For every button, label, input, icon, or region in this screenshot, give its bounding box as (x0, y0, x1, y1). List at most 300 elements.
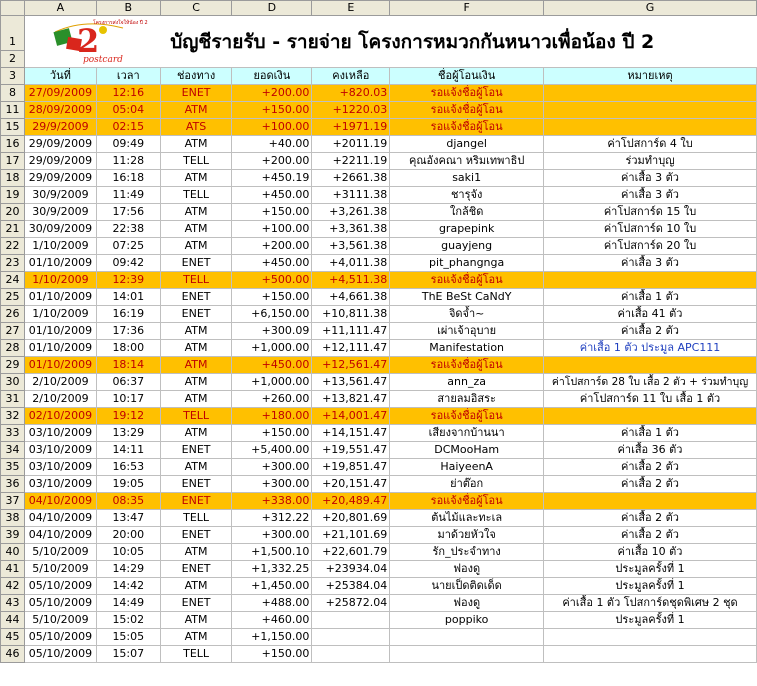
cell-amount[interactable]: +200.00 (232, 85, 312, 102)
cell-balance[interactable]: +14,001.47 (312, 408, 390, 425)
cell-time[interactable]: 15:07 (96, 646, 160, 663)
cell-amount[interactable]: +180.00 (232, 408, 312, 425)
cell-note[interactable] (544, 357, 757, 374)
row-number[interactable]: 23 (1, 255, 25, 272)
cell-date[interactable]: 03/10/2009 (24, 425, 96, 442)
cell-time[interactable]: 14:11 (96, 442, 160, 459)
cell-date[interactable]: 01/10/2009 (24, 340, 96, 357)
cell-channel[interactable]: ATM (160, 102, 232, 119)
row-number[interactable]: 36 (1, 476, 25, 493)
cell-note[interactable]: ค่าโปสการ์ด 15 ใบ (544, 204, 757, 221)
cell-balance[interactable]: +3,561.38 (312, 238, 390, 255)
cell-amount[interactable]: +300.00 (232, 476, 312, 493)
cell-amount[interactable]: +460.00 (232, 612, 312, 629)
cell-sender-name[interactable]: รอแจ้งชื่อผู้โอน (390, 357, 544, 374)
cell-note[interactable]: ค่าเสื้อ 2 ตัว (544, 510, 757, 527)
cell-amount[interactable]: +450.00 (232, 357, 312, 374)
cell-sender-name[interactable]: ใกล้ชิด (390, 204, 544, 221)
cell-sender-name[interactable] (390, 629, 544, 646)
cell-balance[interactable]: +1220.03 (312, 102, 390, 119)
table-row (1, 391, 757, 408)
row-number[interactable]: 19 (1, 187, 25, 204)
cell-date[interactable]: 04/10/2009 (24, 527, 96, 544)
cell-date[interactable]: 04/10/2009 (24, 510, 96, 527)
cell-amount[interactable]: +1,332.25 (232, 561, 312, 578)
row-number[interactable]: 34 (1, 442, 25, 459)
table-row (1, 374, 757, 391)
cell-channel[interactable]: ATM (160, 357, 232, 374)
cell-channel[interactable]: TELL (160, 272, 232, 289)
cell-time[interactable]: 16:53 (96, 459, 160, 476)
table-row (1, 459, 757, 476)
row-number[interactable]: 37 (1, 493, 25, 510)
cell-sender-name[interactable]: รอแจ้งชื่อผู้โอน (390, 119, 544, 136)
cell-note[interactable]: ค่าโปสการ์ด 11 ใบ เสื้อ 1 ตัว (544, 391, 757, 408)
cell-time[interactable]: 10:17 (96, 391, 160, 408)
cell-balance[interactable]: +12,561.47 (312, 357, 390, 374)
cell-time[interactable]: 11:28 (96, 153, 160, 170)
column-header-b[interactable]: B (96, 1, 160, 16)
row-number[interactable]: 2 (1, 51, 25, 68)
cell-balance[interactable]: +2661.38 (312, 170, 390, 187)
cell-time[interactable]: 10:05 (96, 544, 160, 561)
cell-time[interactable]: 11:49 (96, 187, 160, 204)
cell-balance[interactable]: +1971.19 (312, 119, 390, 136)
cell-sender-name[interactable]: รอแจ้งชื่อผู้โอน (390, 102, 544, 119)
cell-sender-name[interactable]: รอแจ้งชื่อผู้โอน (390, 493, 544, 510)
cell-date[interactable]: 2/10/2009 (24, 374, 96, 391)
cell-note[interactable]: ค่าเสื้อ 1 ตัว (544, 425, 757, 442)
cell-channel[interactable]: ATM (160, 170, 232, 187)
cell-amount[interactable]: +1,150.00 (232, 629, 312, 646)
cell-amount[interactable]: +150.00 (232, 102, 312, 119)
cell-amount[interactable]: +500.00 (232, 272, 312, 289)
cell-date[interactable]: 30/09/2009 (24, 221, 96, 238)
cell-amount[interactable]: +150.00 (232, 646, 312, 663)
cell-channel[interactable]: TELL (160, 187, 232, 204)
cell-date[interactable]: 01/10/2009 (24, 357, 96, 374)
cell-balance[interactable]: +3,361.38 (312, 221, 390, 238)
cell-amount[interactable]: +300.09 (232, 323, 312, 340)
cell-sender-name[interactable]: รอแจ้งชื่อผู้โอน (390, 272, 544, 289)
row-number[interactable]: 44 (1, 612, 25, 629)
cell-balance[interactable]: +20,801.69 (312, 510, 390, 527)
cell-balance[interactable]: +4,011.38 (312, 255, 390, 272)
row-number[interactable]: 40 (1, 544, 25, 561)
table-row (1, 544, 757, 561)
cell-sender-name[interactable]: คุณอังคณา หริมเทพาธิป (390, 153, 544, 170)
cell-note[interactable] (544, 119, 757, 136)
cell-note[interactable]: ค่าโปสการ์ด 28 ใบ เสื้อ 2 ตัว + ร่วมทำบุญ (544, 374, 757, 391)
cell-channel[interactable]: ENET (160, 289, 232, 306)
cell-balance[interactable]: +22,601.79 (312, 544, 390, 561)
cell-balance[interactable] (312, 646, 390, 663)
cell-time[interactable]: 09:49 (96, 136, 160, 153)
cell-balance[interactable]: +4,661.38 (312, 289, 390, 306)
cell-date[interactable]: 1/10/2009 (24, 306, 96, 323)
cell-time[interactable]: 13:29 (96, 425, 160, 442)
cell-channel[interactable]: TELL (160, 510, 232, 527)
cell-channel[interactable]: ATS (160, 119, 232, 136)
cell-balance[interactable]: +4,511.38 (312, 272, 390, 289)
column-header-g[interactable]: G (544, 1, 757, 16)
cell-time[interactable]: 19:12 (96, 408, 160, 425)
cell-channel[interactable]: ATM (160, 323, 232, 340)
cell-time[interactable]: 14:29 (96, 561, 160, 578)
cell-time[interactable]: 06:37 (96, 374, 160, 391)
cell-date[interactable]: 01/10/2009 (24, 255, 96, 272)
row-number[interactable]: 15 (1, 119, 25, 136)
cell-note[interactable]: ค่าเสื้อ 2 ตัว (544, 459, 757, 476)
cell-amount[interactable]: +260.00 (232, 391, 312, 408)
cell-channel[interactable]: ENET (160, 493, 232, 510)
cell-balance[interactable]: +2211.19 (312, 153, 390, 170)
cell-date[interactable]: 27/09/2009 (24, 85, 96, 102)
cell-date[interactable]: 03/10/2009 (24, 476, 96, 493)
row-number[interactable]: 3 (1, 68, 25, 85)
row-number[interactable]: 35 (1, 459, 25, 476)
cell-amount[interactable]: +488.00 (232, 595, 312, 612)
header-amount[interactable]: ยอดเงิน (232, 68, 312, 85)
cell-amount[interactable]: +1,000.00 (232, 340, 312, 357)
row-number[interactable]: 38 (1, 510, 25, 527)
column-header-c[interactable]: C (160, 1, 232, 16)
cell-channel[interactable]: ENET (160, 306, 232, 323)
cell-note[interactable]: ค่าเสื้อ 3 ตัว (544, 187, 757, 204)
cell-channel[interactable]: ENET (160, 476, 232, 493)
cell-balance[interactable]: +3,261.38 (312, 204, 390, 221)
cell-note[interactable]: ค่าเสื้อ 2 ตัว (544, 476, 757, 493)
row-number[interactable]: 1 (1, 16, 25, 51)
header-sender-name[interactable]: ชื่อผู้โอนเงิน (390, 68, 544, 85)
cell-note[interactable]: ร่วมทำบุญ (544, 153, 757, 170)
cell-time[interactable]: 16:18 (96, 170, 160, 187)
cell-date[interactable]: 05/10/2009 (24, 646, 96, 663)
cell-note[interactable]: ค่าเสื้อ 1 ตัว ประมูล APC111 (544, 340, 757, 357)
cell-balance[interactable] (312, 612, 390, 629)
cell-date[interactable]: 30/9/2009 (24, 187, 96, 204)
cell-note[interactable]: ค่าเสื้อ 1 ตัว (544, 289, 757, 306)
cell-date[interactable]: 05/10/2009 (24, 629, 96, 646)
row-number[interactable]: 8 (1, 85, 25, 102)
cell-balance[interactable]: +20,151.47 (312, 476, 390, 493)
cell-sender-name[interactable]: ann_za (390, 374, 544, 391)
cell-balance[interactable]: +13,821.47 (312, 391, 390, 408)
cell-balance[interactable]: +13,561.47 (312, 374, 390, 391)
cell-time[interactable]: 20:00 (96, 527, 160, 544)
cell-balance[interactable]: +820.03 (312, 85, 390, 102)
cell-sender-name[interactable]: มาด้วยหัวใจ (390, 527, 544, 544)
cell-amount[interactable]: +100.00 (232, 221, 312, 238)
cell-channel[interactable]: TELL (160, 408, 232, 425)
cell-channel[interactable]: ATM (160, 459, 232, 476)
select-all-corner[interactable] (1, 1, 25, 16)
cell-note[interactable]: ค่าโปสการ์ด 20 ใบ (544, 238, 757, 255)
cell-balance[interactable]: +21,101.69 (312, 527, 390, 544)
cell-balance[interactable]: +10,811.38 (312, 306, 390, 323)
row-number[interactable]: 20 (1, 204, 25, 221)
cell-amount[interactable]: +300.00 (232, 527, 312, 544)
row-number[interactable]: 43 (1, 595, 25, 612)
cell-date[interactable]: 01/10/2009 (24, 323, 96, 340)
row-number[interactable]: 41 (1, 561, 25, 578)
cell-time[interactable]: 07:25 (96, 238, 160, 255)
cell-amount[interactable]: +300.00 (232, 459, 312, 476)
cell-channel[interactable]: ATM (160, 391, 232, 408)
cell-sender-name[interactable]: รัก_ประจำทาง (390, 544, 544, 561)
cell-channel[interactable]: ATM (160, 221, 232, 238)
cell-date[interactable]: 5/10/2009 (24, 561, 96, 578)
cell-channel[interactable]: ATM (160, 544, 232, 561)
cell-note[interactable]: ค่าเสื้อ 1 ตัว โปสการ์ดชุดพิเศษ 2 ชุด (544, 595, 757, 612)
cell-channel[interactable]: ATM (160, 612, 232, 629)
cell-amount[interactable]: +100.00 (232, 119, 312, 136)
table-row (1, 170, 757, 187)
cell-sender-name[interactable]: เผ่าเจ้าอุบาย (390, 323, 544, 340)
cell-note[interactable] (544, 629, 757, 646)
cell-time[interactable]: 14:42 (96, 578, 160, 595)
cell-date[interactable]: 29/09/2009 (24, 153, 96, 170)
cell-date[interactable]: 5/10/2009 (24, 612, 96, 629)
row-number[interactable]: 21 (1, 221, 25, 238)
cell-balance[interactable]: +25384.04 (312, 578, 390, 595)
cell-time[interactable]: 12:16 (96, 85, 160, 102)
cell-sender-name[interactable]: pit_phangnga (390, 255, 544, 272)
cell-time[interactable]: 18:14 (96, 357, 160, 374)
row-number[interactable]: 25 (1, 289, 25, 306)
cell-sender-name[interactable]: ย่าต๊อก (390, 476, 544, 493)
row-number[interactable]: 42 (1, 578, 25, 595)
cell-date[interactable]: 04/10/2009 (24, 493, 96, 510)
cell-channel[interactable]: ENET (160, 595, 232, 612)
cell-amount[interactable]: +6,150.00 (232, 306, 312, 323)
cell-channel[interactable]: ENET (160, 527, 232, 544)
cell-channel[interactable]: ATM (160, 136, 232, 153)
cell-time[interactable]: 15:05 (96, 629, 160, 646)
cell-sender-name[interactable]: grapepink (390, 221, 544, 238)
row-number[interactable]: 31 (1, 391, 25, 408)
cell-date[interactable]: 05/10/2009 (24, 595, 96, 612)
cell-balance[interactable]: +12,111.47 (312, 340, 390, 357)
cell-sender-name[interactable]: ชารุจัง (390, 187, 544, 204)
cell-sender-name[interactable]: รอแจ้งชื่อผู้โอน (390, 408, 544, 425)
cell-balance[interactable]: +19,851.47 (312, 459, 390, 476)
row-number[interactable]: 30 (1, 374, 25, 391)
cell-note[interactable]: ประมูลครั้งที่ 1 (544, 578, 757, 595)
column-header-d[interactable]: D (232, 1, 312, 16)
cell-date[interactable]: 5/10/2009 (24, 544, 96, 561)
cell-note[interactable]: ค่าเสื้อ 2 ตัว (544, 323, 757, 340)
cell-time[interactable]: 13:47 (96, 510, 160, 527)
table-row (1, 102, 757, 119)
cell-date[interactable]: 01/10/2009 (24, 289, 96, 306)
cell-channel[interactable]: ATM (160, 340, 232, 357)
cell-date[interactable]: 29/9/2009 (24, 119, 96, 136)
row-number[interactable]: 39 (1, 527, 25, 544)
cell-amount[interactable]: +1,000.00 (232, 374, 312, 391)
cell-balance[interactable]: +25872.04 (312, 595, 390, 612)
cell-date[interactable]: 29/09/2009 (24, 170, 96, 187)
cell-amount[interactable]: +450.00 (232, 255, 312, 272)
cell-time[interactable]: 02:15 (96, 119, 160, 136)
row-number[interactable]: 32 (1, 408, 25, 425)
cell-amount[interactable]: +200.00 (232, 153, 312, 170)
row-number[interactable]: 24 (1, 272, 25, 289)
cell-balance[interactable]: +20,489.47 (312, 493, 390, 510)
cell-channel[interactable]: TELL (160, 646, 232, 663)
cell-time[interactable]: 18:00 (96, 340, 160, 357)
cell-time[interactable]: 12:39 (96, 272, 160, 289)
cell-channel[interactable]: ENET (160, 85, 232, 102)
cell-time[interactable]: 14:49 (96, 595, 160, 612)
row-number[interactable]: 17 (1, 153, 25, 170)
cell-channel[interactable]: ENET (160, 255, 232, 272)
cell-sender-name[interactable]: guayjeng (390, 238, 544, 255)
cell-time[interactable]: 05:04 (96, 102, 160, 119)
header-balance[interactable]: คงเหลือ (312, 68, 390, 85)
cell-note[interactable]: ค่าโปสการ์ด 10 ใบ (544, 221, 757, 238)
cell-note[interactable]: ค่าเสื้อ 36 ตัว (544, 442, 757, 459)
row-number[interactable]: 11 (1, 102, 25, 119)
cell-note[interactable] (544, 102, 757, 119)
header-time[interactable]: เวลา (96, 68, 160, 85)
cell-note[interactable] (544, 85, 757, 102)
cell-amount[interactable]: +40.00 (232, 136, 312, 153)
cell-amount[interactable]: +200.00 (232, 238, 312, 255)
row-number[interactable]: 33 (1, 425, 25, 442)
cell-channel[interactable]: ENET (160, 442, 232, 459)
cell-sender-name[interactable]: ฟองดู (390, 595, 544, 612)
cell-amount[interactable]: +150.00 (232, 204, 312, 221)
cell-sender-name[interactable]: ฟองดู (390, 561, 544, 578)
cell-note[interactable]: ค่าโปสการ์ด 4 ใบ (544, 136, 757, 153)
cell-note[interactable]: ประมูลครั้งที่ 1 (544, 612, 757, 629)
row-number[interactable]: 18 (1, 170, 25, 187)
cell-amount[interactable]: +1,500.10 (232, 544, 312, 561)
cell-time[interactable]: 08:35 (96, 493, 160, 510)
cell-balance[interactable]: +3111.38 (312, 187, 390, 204)
cell-channel[interactable]: ATM (160, 204, 232, 221)
cell-sender-name[interactable]: รอแจ้งชื่อผู้โอน (390, 85, 544, 102)
cell-note[interactable]: ประมูลครั้งที่ 1 (544, 561, 757, 578)
cell-date[interactable]: 2/10/2009 (24, 391, 96, 408)
column-header-f[interactable]: F (390, 1, 544, 16)
cell-sender-name[interactable]: Manifestation (390, 340, 544, 357)
cell-date[interactable]: 1/10/2009 (24, 272, 96, 289)
cell-balance[interactable] (312, 629, 390, 646)
row-number[interactable]: 16 (1, 136, 25, 153)
cell-amount[interactable]: +312.22 (232, 510, 312, 527)
cell-balance[interactable]: +19,551.47 (312, 442, 390, 459)
cell-time[interactable]: 15:02 (96, 612, 160, 629)
cell-sender-name[interactable]: จิดจ้ำ~ (390, 306, 544, 323)
table-row (1, 629, 757, 646)
cell-time[interactable]: 19:05 (96, 476, 160, 493)
cell-sender-name[interactable]: DCMooHam (390, 442, 544, 459)
cell-date[interactable]: 02/10/2009 (24, 408, 96, 425)
cell-amount[interactable]: +450.00 (232, 187, 312, 204)
cell-channel[interactable]: ATM (160, 425, 232, 442)
cell-amount[interactable]: +5,400.00 (232, 442, 312, 459)
cell-amount[interactable]: +150.00 (232, 289, 312, 306)
row-number[interactable]: 46 (1, 646, 25, 663)
cell-sender-name[interactable]: djangel (390, 136, 544, 153)
cell-balance[interactable]: +23934.04 (312, 561, 390, 578)
row-number[interactable]: 29 (1, 357, 25, 374)
cell-time[interactable]: 16:19 (96, 306, 160, 323)
cell-note[interactable]: ค่าเสื้อ 3 ตัว (544, 255, 757, 272)
cell-time[interactable]: 22:38 (96, 221, 160, 238)
cell-sender-name[interactable]: saki1 (390, 170, 544, 187)
cell-note[interactable] (544, 493, 757, 510)
cell-channel[interactable]: ATM (160, 374, 232, 391)
row-number[interactable]: 28 (1, 340, 25, 357)
cell-note[interactable] (544, 272, 757, 289)
cell-date[interactable]: 1/10/2009 (24, 238, 96, 255)
cell-balance[interactable]: +11,111.47 (312, 323, 390, 340)
cell-time[interactable]: 09:42 (96, 255, 160, 272)
cell-sender-name[interactable]: ต้นไม้และทะเล (390, 510, 544, 527)
cell-note[interactable]: ค่าเสื้อ 41 ตัว (544, 306, 757, 323)
cell-date[interactable]: 05/10/2009 (24, 578, 96, 595)
cell-channel[interactable]: ATM (160, 629, 232, 646)
cell-date[interactable]: 29/09/2009 (24, 136, 96, 153)
table-row (1, 221, 757, 238)
cell-time[interactable]: 14:01 (96, 289, 160, 306)
header-note[interactable]: หมายเหตุ (544, 68, 757, 85)
cell-balance[interactable]: +2011.19 (312, 136, 390, 153)
row-number[interactable]: 45 (1, 629, 25, 646)
cell-amount[interactable]: +1,450.00 (232, 578, 312, 595)
cell-time[interactable]: 17:36 (96, 323, 160, 340)
cell-note[interactable] (544, 646, 757, 663)
row-number[interactable]: 22 (1, 238, 25, 255)
cell-date[interactable]: 28/09/2009 (24, 102, 96, 119)
cell-amount[interactable]: +338.00 (232, 493, 312, 510)
header-date[interactable]: วันที่ (24, 68, 96, 85)
cell-date[interactable]: 30/9/2009 (24, 204, 96, 221)
column-header-a[interactable]: A (24, 1, 96, 16)
cell-sender-name[interactable]: นายเป็ดติดเด็ด (390, 578, 544, 595)
cell-sender-name[interactable]: เสียงจากบ้านนา (390, 425, 544, 442)
cell-date[interactable]: 03/10/2009 (24, 459, 96, 476)
cell-time[interactable]: 17:56 (96, 204, 160, 221)
header-channel[interactable]: ช่องทาง (160, 68, 232, 85)
cell-sender-name[interactable]: สายลมอิสระ (390, 391, 544, 408)
cell-note[interactable]: ค่าเสื้อ 10 ตัว (544, 544, 757, 561)
cell-note[interactable] (544, 408, 757, 425)
table-row (1, 323, 757, 340)
cell-sender-name[interactable] (390, 646, 544, 663)
cell-channel[interactable]: ATM (160, 578, 232, 595)
cell-amount[interactable]: +450.19 (232, 170, 312, 187)
cell-channel[interactable]: ENET (160, 561, 232, 578)
cell-sender-name[interactable]: poppiko (390, 612, 544, 629)
cell-date[interactable]: 03/10/2009 (24, 442, 96, 459)
row-number[interactable]: 26 (1, 306, 25, 323)
column-header-e[interactable]: E (312, 1, 390, 16)
cell-amount[interactable]: +150.00 (232, 425, 312, 442)
cell-balance[interactable]: +14,151.47 (312, 425, 390, 442)
table-row (1, 527, 757, 544)
cell-note[interactable]: ค่าเสื้อ 3 ตัว (544, 170, 757, 187)
cell-channel[interactable]: ATM (160, 238, 232, 255)
row-number[interactable]: 27 (1, 323, 25, 340)
cell-sender-name[interactable]: HaiyeenA (390, 459, 544, 476)
cell-sender-name[interactable]: ThE BeSt CaNdY (390, 289, 544, 306)
cell-channel[interactable]: TELL (160, 153, 232, 170)
cell-note[interactable]: ค่าเสื้อ 2 ตัว (544, 527, 757, 544)
